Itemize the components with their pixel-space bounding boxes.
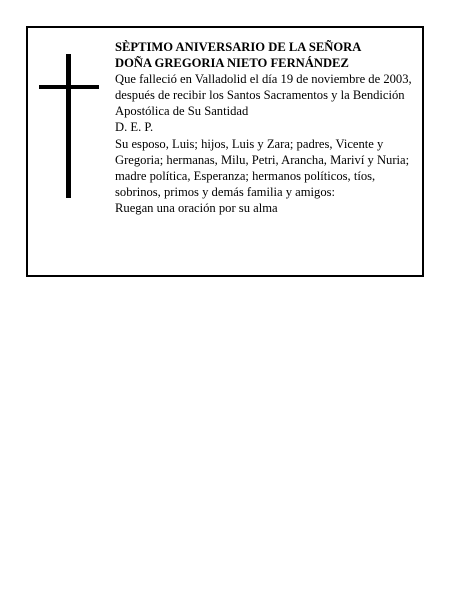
- death-info: Que falleció en Valladolid el día 19 de noviembre de 2003, después de recibir los Santos Sacramentos y la Bendición Apostólica de Su Santidad: [115, 72, 412, 119]
- obituary-notice: [26, 26, 424, 277]
- notice-title-line-2: DOÑA GREGORIA NIETO FERNÁNDEZ: [115, 56, 349, 71]
- family-list: Su esposo, Luis; hijos, Luis y Zara; padres, Vicente y Gregoria; hermanas, Milu, Petri, Arancha, Mariví y Nuria; madre política, Esperanza; hermanos políticos, tíos, sobrinos, primos y demás familia y amigos:: [115, 136, 410, 199]
- cross-horizontal-bar: [39, 85, 99, 89]
- notice-title-line-1: SÈPTIMO ANIVERSARIO DE LA SEÑORA: [115, 40, 362, 54]
- cross-vertical-bar: [66, 54, 71, 198]
- prayer-request: Ruegan una oración por su alma: [115, 200, 278, 215]
- dep-initials: D. E. P.: [115, 120, 154, 135]
- notice-text: [115, 39, 420, 216]
